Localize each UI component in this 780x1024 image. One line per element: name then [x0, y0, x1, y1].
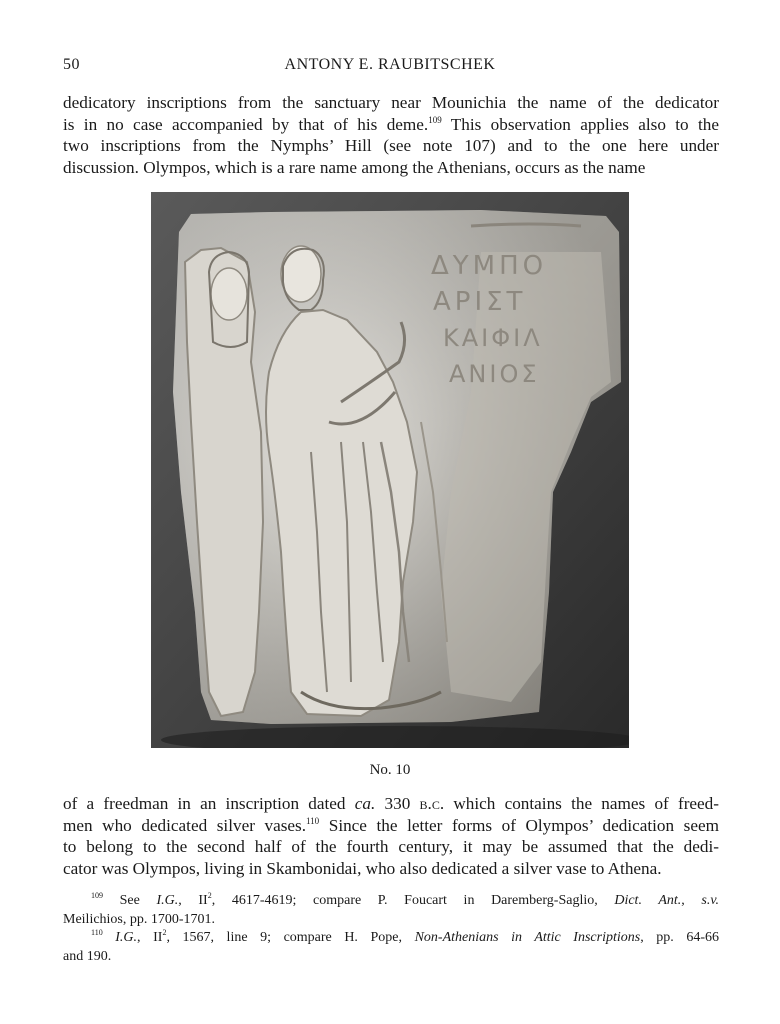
- text-segment: , pp. 64-66: [640, 930, 719, 945]
- page-number: 50: [63, 56, 80, 73]
- note-ref: 110: [306, 815, 320, 826]
- text-segment: which contains the names of freed-: [444, 794, 720, 813]
- text-segment: 330: [375, 794, 420, 813]
- text-segment: I.G.: [115, 930, 138, 945]
- text-line: [63, 929, 719, 948]
- text-segment: I.G.: [156, 893, 179, 908]
- text-line: discussion. Olympos, which is a rare name among the Athenians, occurs as the name: [63, 157, 646, 177]
- running-title: ANTONY E. RAUBITSCHEK: [284, 56, 496, 73]
- footnote-110: [63, 929, 719, 966]
- text-segment: of a freedman in an inscription dated: [63, 794, 355, 813]
- relief-photograph: [151, 192, 629, 748]
- text-line: Meilichios, pp. 1700-1701.: [63, 911, 216, 927]
- relief-image: [151, 192, 629, 748]
- text-segment: ,: [681, 893, 702, 908]
- text-line: dedicatory inscriptions from the sanctuary near Mounichia the name of the dedicator: [63, 93, 719, 112]
- text-segment: Non-Athenians in Attic Inscriptions: [414, 930, 641, 945]
- text-segment: 2: [207, 891, 212, 900]
- text-segment: , II: [178, 893, 208, 908]
- text-segment: , 4617-4619; compare P. Foucart in Daremberg-Saglio,: [211, 893, 615, 908]
- text-segment: Dict. Ant.: [614, 893, 682, 908]
- text-segment: , 1567, line 9; compare H. Pope,: [166, 930, 415, 945]
- text-segment: , II: [137, 930, 163, 945]
- footnote-109: [63, 892, 719, 929]
- inscription-line: ΚΑΙΦΙΛ: [443, 324, 543, 352]
- text-line: and 190.: [63, 948, 112, 964]
- page-header: [63, 56, 717, 78]
- inscription-line: ΑΡΙΣΤ: [433, 287, 527, 317]
- text-line: cator was Olympos, living in Skambonidai, who also dedicated a silver vase to Athena.: [63, 858, 662, 878]
- inscription-line: ΔΥΜΠΟ: [431, 251, 548, 281]
- text-segment: This observation applies also to the: [441, 114, 719, 134]
- paragraph-top: [63, 92, 719, 178]
- text-line: two inscriptions from the Nymphs’ Hill (see note 107) and to the one here under: [63, 136, 719, 155]
- text-segment: is in no case accompanied by that of his deme.: [63, 114, 429, 134]
- footnotes: [63, 892, 719, 966]
- footnote-number: 110: [91, 928, 103, 937]
- figure-caption: No. 10: [369, 762, 411, 778]
- text-line: [63, 892, 719, 911]
- text-segment: Since the letter forms of Olympos’ dedication seem: [319, 815, 719, 835]
- text-segment: See: [103, 893, 157, 908]
- text-segment: ca.: [354, 794, 376, 813]
- text-line: [63, 114, 719, 136]
- text-segment: 2: [162, 928, 167, 937]
- text-line: [63, 793, 719, 815]
- inscription-line: ΑΝΙΟΣ: [449, 360, 540, 388]
- paragraph-bottom: [63, 793, 719, 879]
- text-segment: b.c.: [419, 794, 445, 813]
- text-segment: men who dedicated silver vases.: [63, 815, 307, 835]
- footnote-number: 109: [91, 891, 103, 900]
- text-line: [63, 815, 719, 837]
- text-segment: s.v.: [701, 893, 720, 908]
- text-line: to belong to the second half of the fourth century, it may be assumed that the dedi-: [63, 837, 719, 856]
- note-ref: 109: [428, 114, 442, 125]
- text-segment: [103, 930, 116, 945]
